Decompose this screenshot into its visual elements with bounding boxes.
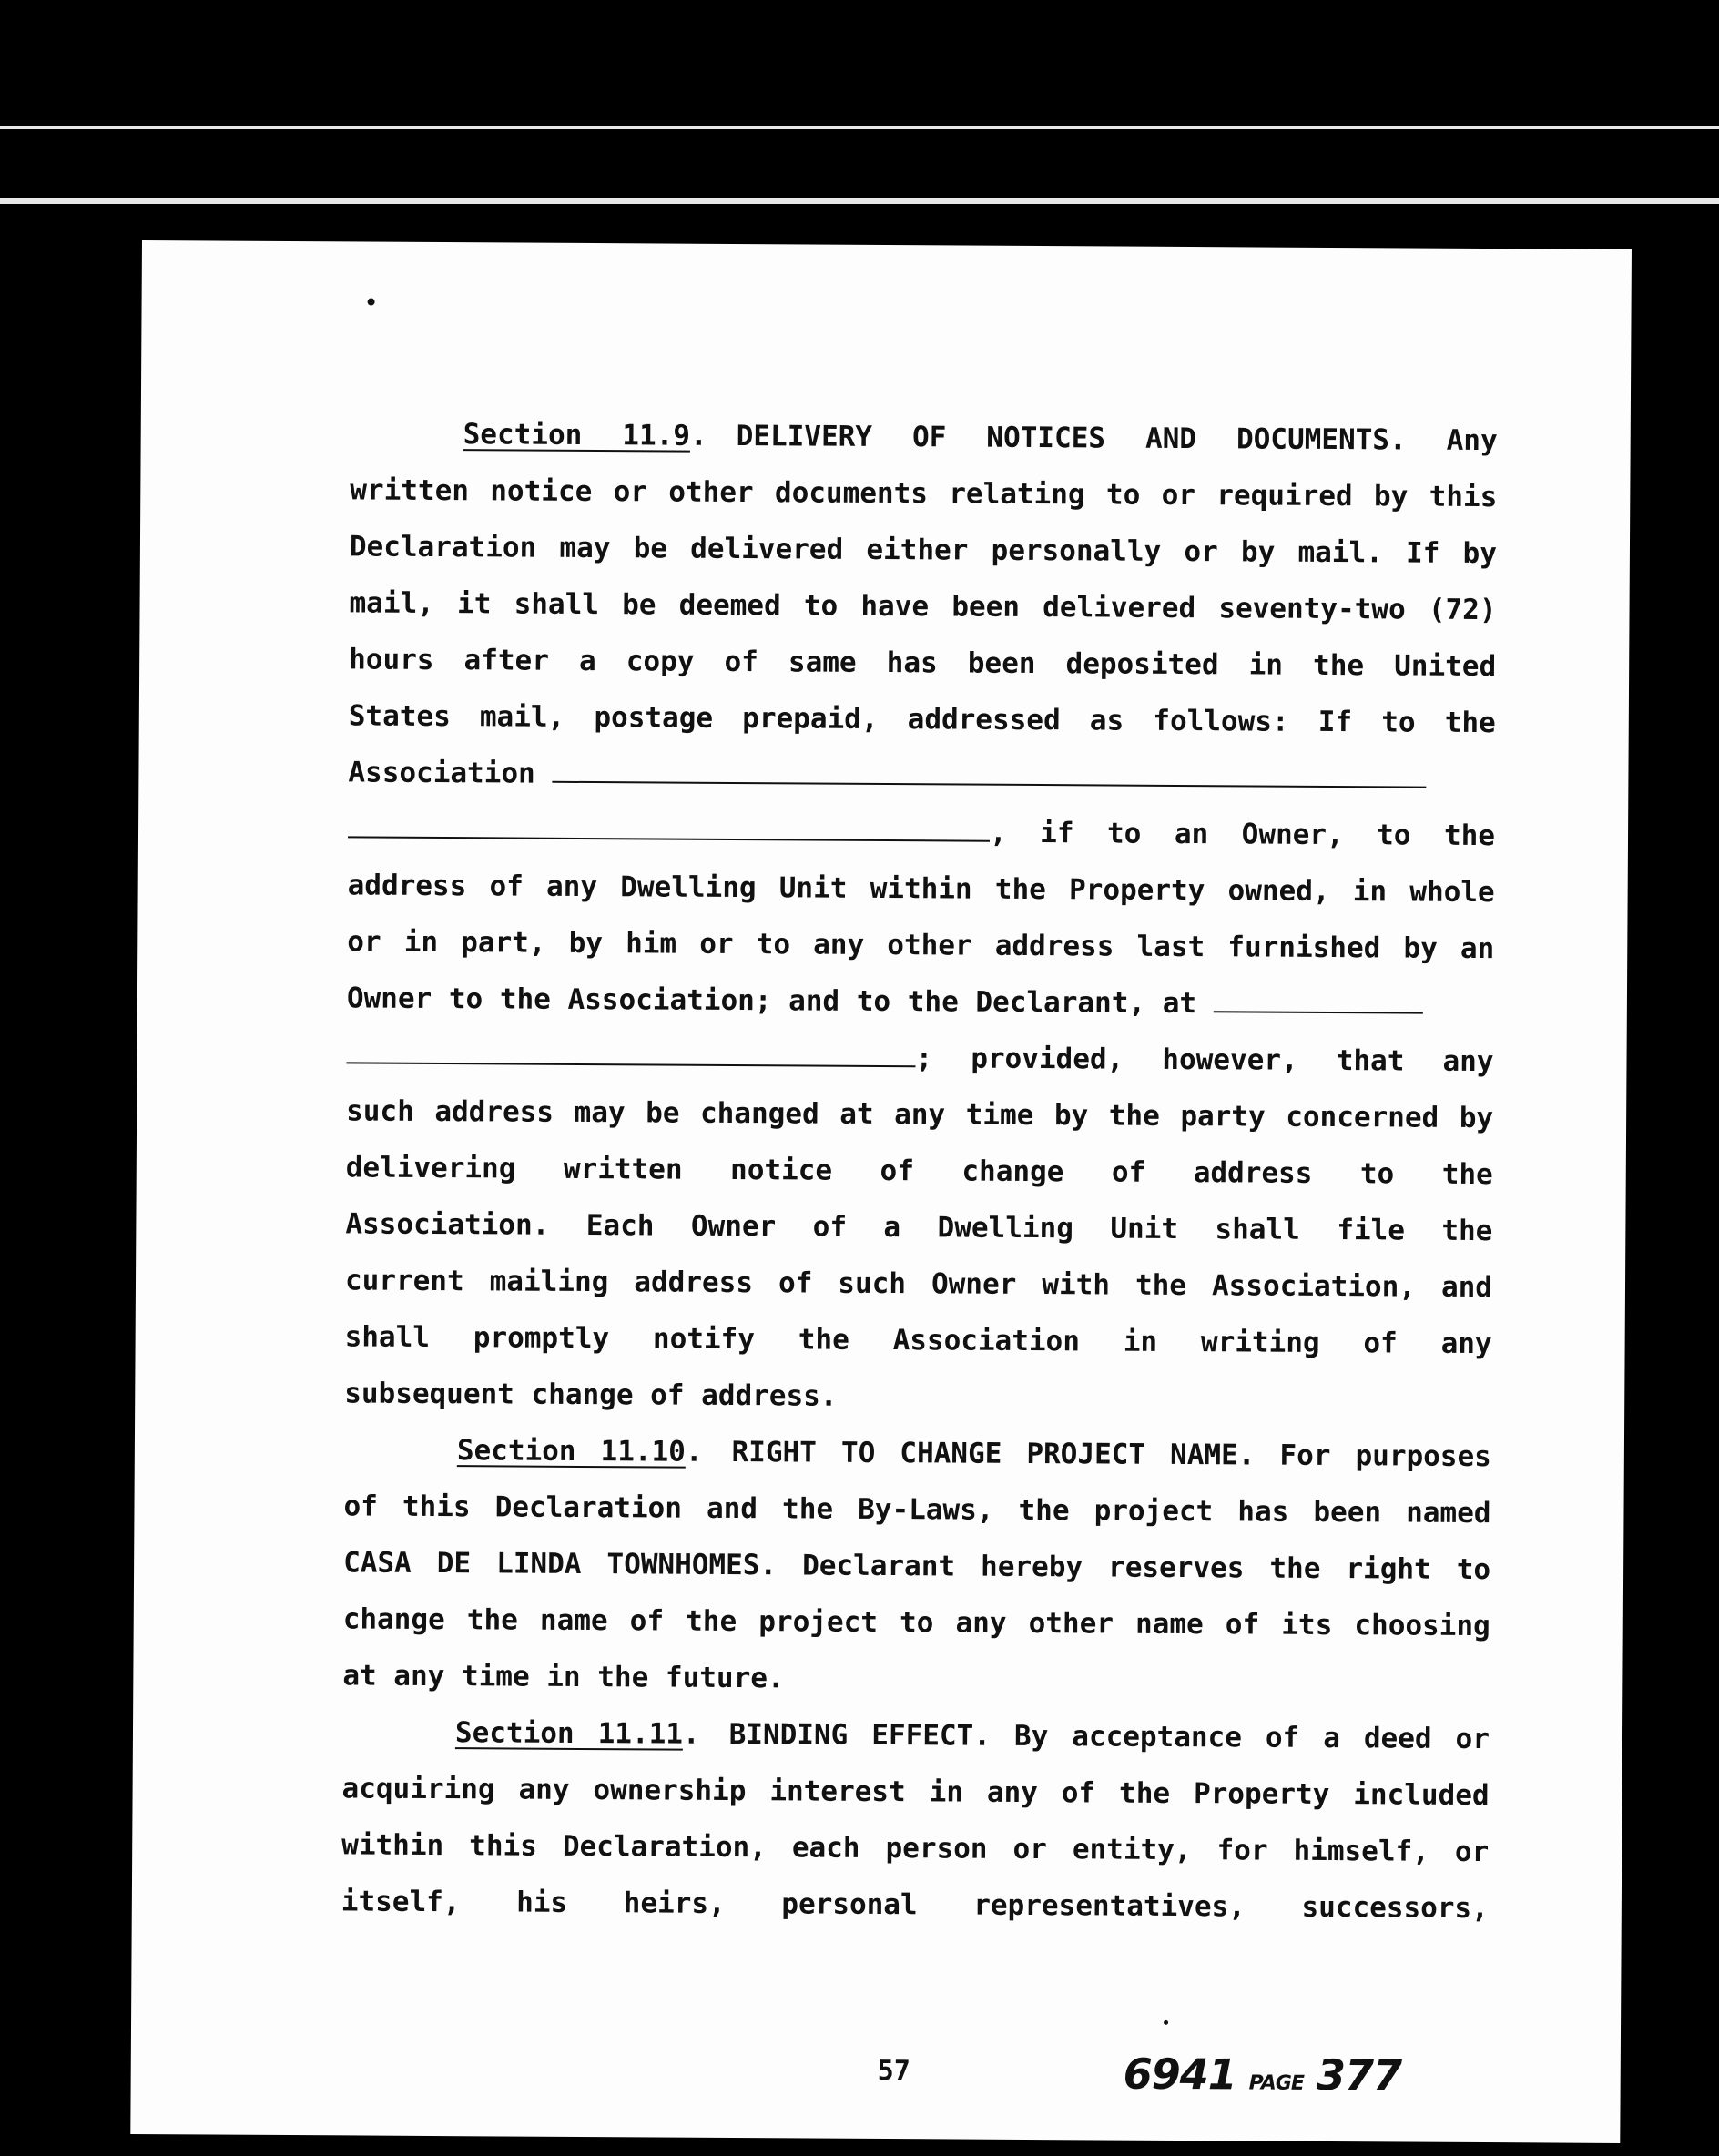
text-line: Owner to the Association; and to the Declarant, at [346,981,1197,1021]
book-number: 6941 [1123,2049,1236,2100]
section-heading: Section 11.9 [463,418,691,453]
text-line: Any [1446,423,1498,458]
text-line: subsequent change of address. [344,1377,838,1413]
text-line: delivering written notice of change of address to the [345,1151,1493,1192]
text-line: CASA DE LINDA TOWNHOMES. Declarant hereby reserves the right to [343,1546,1491,1587]
section-title: BINDING EFFECT. [728,1717,992,1753]
text-line: Declaration may be delivered either personally or by mail. If by [349,530,1498,571]
section-paragraph: Section 11.9. DELIVERY OF NOTICES AND DOCUMENTS. Any written notice or other documents relating to or required by this Declaration may be delivered either personally or by mail. If by mail, it shall be deemed to have been delivered seventy-two (72) hours after a copy of same has been deposited in the United States mail, postage prepaid, addressed as follows: If to the [348,418,1498,740]
section-paragraph [344,1365,1491,1429]
section-title: DELIVERY OF NOTICES AND DOCUMENTS. [736,419,1407,457]
address-blank-line [552,759,1426,788]
document-body [341,405,1498,1937]
scan-border-line [0,198,1719,204]
section-paragraph [347,970,1494,1033]
section-title: RIGHT TO CHANGE PROJECT NAME. [731,1435,1256,1472]
text-line: current mailing address of such Owner with the Association, and [344,1264,1493,1305]
section-paragraph [344,1026,1493,1372]
text-line: ; provided, however, that any [915,1042,1494,1079]
text-line: Association [348,756,535,790]
address-blank-line [346,1040,915,1067]
text-line: of this Declaration and the By-Laws, the project has been named [343,1490,1491,1531]
address-blank-line [348,814,990,841]
text-line: By acceptance of a deed or [1013,1719,1490,1756]
page-label: PAGE [1248,2071,1304,2095]
section-heading: Section 11.10 [456,1434,687,1469]
text-line: address of any Dwelling Unit within the Property owned, in whole [347,869,1495,910]
text-line: at any time in the future. [342,1659,785,1695]
text-line: States mail, postage prepaid, addressed as follows: If to the [348,699,1496,740]
page-footer [131,2043,1621,2100]
text-line: or in part, by him or to any other address last furnished by an [347,925,1495,966]
scan-border-line [0,126,1719,129]
text-line: acquiring any ownership interest in any of the Property included [341,1772,1490,1813]
text-line: such address may be changed at any time by the party concerned by [346,1094,1494,1135]
text-line: Association. Each Owner of a Dwelling Unit shall file the [345,1207,1493,1248]
section-paragraph: Section 11.11. BINDING EFFECT. By acceptance of a deed or acquiring any ownership interest in any of the Property included within this Declaration, each person or entity, for himself, or itself, his heirs, personal representatives, successors, [341,1716,1490,1926]
section-paragraph: Section 11.10. RIGHT TO CHANGE PROJECT NAME. For purposes of this Declaration and the By-Laws, the project has been named CASA DE LINDA TOWNHOMES. Declarant hereby reserves the right to change the name of the project to any other name of its choosing [342,1434,1491,1643]
text-line: hours after a copy of same has been deposited in the United [349,643,1497,684]
text-line: mail, it shall be deemed to have been delivered seventy-two (72) [349,586,1497,627]
section-paragraph [347,800,1495,977]
document-page [130,240,1632,2143]
scan-speck [1164,2020,1168,2025]
section-heading: Section 11.11 [454,1716,684,1751]
text-line: For purposes [1279,1439,1491,1474]
scan-speck [368,299,375,306]
book-page-number: 377 [1316,2049,1402,2100]
text-line: itself, his heirs, personal representatives, successors, [341,1885,1489,1926]
text-line: written notice or other documents relating to or required by this [350,473,1498,514]
text-line: shall promptly notify the Association in writing of any [344,1320,1492,1361]
text-line: change the name of the project to any other name of its choosing [342,1602,1490,1643]
address-blank-line [1214,989,1423,1013]
section-paragraph [342,1647,1490,1711]
book-page-stamp [1124,2049,1402,2100]
page-number: 57 [877,2054,910,2088]
text-line: , if to an Owner, to the [989,816,1496,853]
text-line: within this Declaration, each person or entity, for himself, or [341,1828,1490,1869]
section-paragraph [348,744,1495,808]
